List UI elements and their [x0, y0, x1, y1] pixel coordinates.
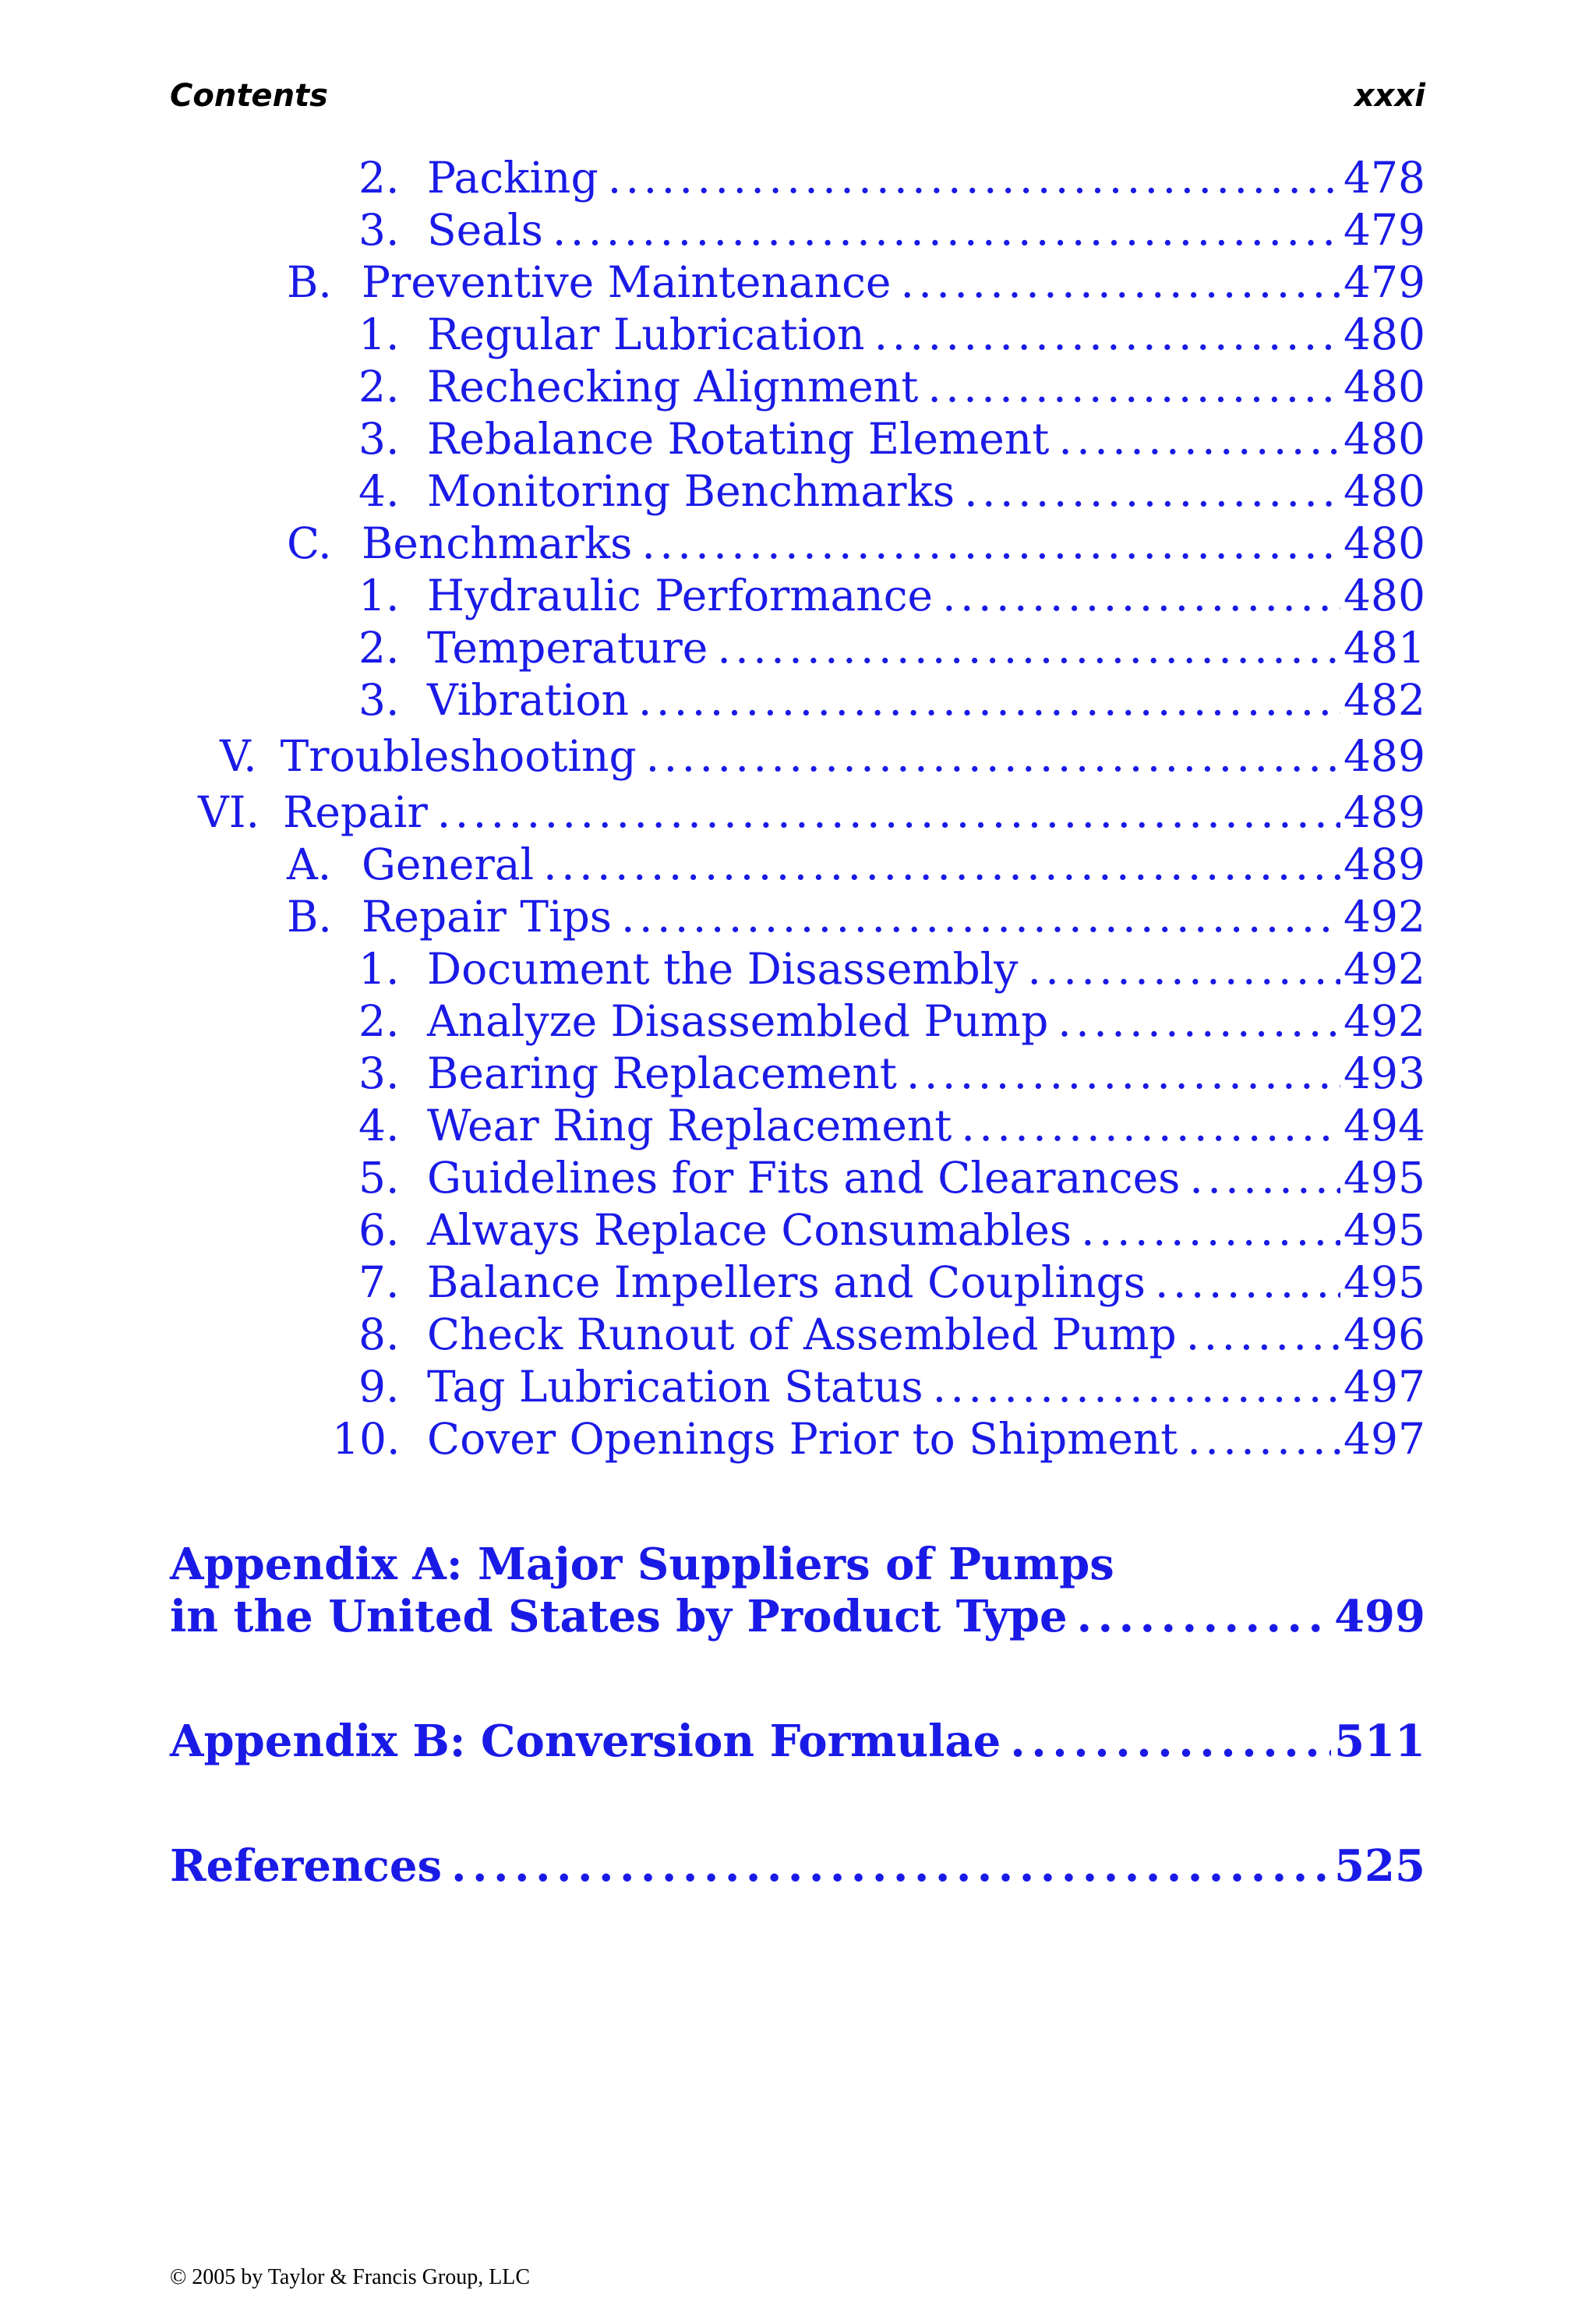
- toc-entry[interactable]: [358, 466, 1425, 518]
- toc-entry[interactable]: [358, 1101, 1425, 1152]
- toc-entry[interactable]: [358, 1309, 1425, 1361]
- toc-entry[interactable]: [220, 731, 1425, 783]
- toc-entry[interactable]: [358, 1153, 1425, 1204]
- toc-entry-title: Monitoring Benchmarks: [427, 466, 955, 516]
- toc-entry-number: 3.: [358, 1048, 400, 1098]
- toc-entry[interactable]: [358, 362, 1425, 413]
- toc-entry-page: 489: [1344, 731, 1425, 781]
- toc-entry-number: 1.: [358, 309, 400, 359]
- toc-entry-number: 1.: [358, 944, 400, 994]
- toc-entry-title: Cover Openings Prior to Shipment: [427, 1414, 1178, 1464]
- toc-entry-page: 482: [1344, 675, 1425, 725]
- toc-entry-page: 481: [1344, 623, 1425, 673]
- toc-entry-page: 480: [1344, 362, 1425, 412]
- toc-entry-title: Rebalance Rotating Element: [427, 414, 1050, 464]
- toc-entry-page: 480: [1344, 309, 1425, 359]
- toc-entry-title: Seals: [427, 205, 543, 255]
- toc-entry-title: Preventive Maintenance: [362, 257, 892, 307]
- toc-entry-page: 494: [1344, 1101, 1425, 1150]
- dot-leader: [1189, 1153, 1340, 1203]
- toc-entry-title: Analyze Disassembled Pump: [427, 996, 1049, 1046]
- toc-entry-page: 495: [1344, 1257, 1425, 1307]
- dot-leader: [1155, 1257, 1340, 1307]
- dot-leader: [1027, 944, 1340, 994]
- dot-leader: [437, 787, 1340, 837]
- toc-entry[interactable]: [287, 892, 1425, 943]
- appendix-a-entry[interactable]: [170, 1591, 1425, 1642]
- dot-leader: [1058, 996, 1340, 1046]
- toc-entry-page: 495: [1344, 1153, 1425, 1203]
- toc-entry-title: Rechecking Alignment: [427, 362, 919, 412]
- toc-entry-title: General: [362, 839, 535, 889]
- dot-leader: [1058, 414, 1340, 464]
- toc-entry-number: A.: [287, 839, 332, 889]
- dot-leader: [964, 466, 1340, 516]
- toc-entry-page: 479: [1344, 257, 1425, 307]
- dot-leader: [1077, 1591, 1331, 1642]
- toc-entry-number: B.: [287, 257, 332, 307]
- toc-entry-number: 8.: [358, 1309, 400, 1359]
- dot-leader: [543, 839, 1340, 889]
- dot-leader: [553, 205, 1340, 255]
- toc-entry-title: Document the Disassembly: [427, 944, 1019, 994]
- appendix-b-entry[interactable]: [170, 1716, 1425, 1767]
- toc-entry-number: 6.: [358, 1205, 400, 1255]
- toc-entry-number: B.: [287, 892, 332, 942]
- toc-entry[interactable]: [358, 571, 1425, 622]
- toc-entry-title: Benchmarks: [362, 518, 633, 568]
- dot-leader: [1186, 1309, 1340, 1359]
- appendix-b-title: Appendix B: Conversion Formulae: [170, 1716, 1001, 1767]
- header-section-title: Contents: [170, 78, 328, 114]
- toc-entry[interactable]: [358, 675, 1425, 726]
- dot-leader: [900, 257, 1340, 307]
- toc-entry-number: 7.: [358, 1257, 400, 1307]
- toc-entry[interactable]: [358, 1362, 1425, 1413]
- toc-entry-number: 4.: [358, 1101, 400, 1150]
- toc-entry-title: Troubleshooting: [280, 731, 637, 781]
- toc-entry-title: Bearing Replacement: [427, 1048, 897, 1098]
- toc-entry-number: 2.: [358, 153, 400, 203]
- appendix-b-page: 511: [1334, 1716, 1425, 1767]
- dot-leader: [1081, 1205, 1340, 1255]
- dot-leader: [638, 675, 1340, 725]
- toc-entry-title: Balance Impellers and Couplings: [427, 1257, 1146, 1307]
- toc-entry-page: 496: [1344, 1309, 1425, 1359]
- toc-entry[interactable]: [287, 257, 1425, 309]
- appendix-a-title-line1[interactable]: Appendix A: Major Suppliers of Pumps: [170, 1539, 1114, 1590]
- toc-entry-number: 9.: [358, 1362, 400, 1412]
- toc-entry[interactable]: [358, 1257, 1425, 1309]
- toc-entry-page: 497: [1344, 1414, 1425, 1464]
- appendix-a-title-line2: in the United States by Product Type: [170, 1591, 1068, 1642]
- toc-entry-title: Regular Lubrication: [427, 309, 865, 359]
- dot-leader: [646, 731, 1340, 781]
- toc-entry[interactable]: [358, 944, 1425, 995]
- toc-entry-title: Temperature: [427, 623, 708, 673]
- toc-entry-page: 492: [1344, 996, 1425, 1046]
- toc-entry-page: 479: [1344, 205, 1425, 255]
- toc-entry-number: 4.: [358, 466, 400, 516]
- toc-entry-page: 480: [1344, 466, 1425, 516]
- appendix-a-page: 499: [1334, 1591, 1425, 1642]
- toc-entry-number: VI.: [198, 787, 260, 837]
- toc-entry-page: 495: [1344, 1205, 1425, 1255]
- toc-entry-number: V.: [220, 731, 257, 781]
- toc-entry-page: 492: [1344, 944, 1425, 994]
- references-entry[interactable]: [170, 1840, 1425, 1892]
- toc-entry-page: 480: [1344, 518, 1425, 568]
- toc-entry-title: Check Runout of Assembled Pump: [427, 1309, 1177, 1359]
- toc-entry-title: Repair Tips: [362, 892, 613, 942]
- toc-entry-title: Wear Ring Replacement: [427, 1101, 952, 1150]
- toc-entry-page: 478: [1344, 153, 1425, 203]
- copyright-footer: © 2005 by Taylor & Francis Group, LLC: [170, 2265, 531, 2289]
- toc-entry-page: 489: [1344, 787, 1425, 837]
- toc-entry-number: 10.: [332, 1414, 401, 1464]
- dot-leader: [621, 892, 1340, 942]
- toc-entry-number: 2.: [358, 623, 400, 673]
- toc-entry-title: Tag Lubrication Status: [427, 1362, 923, 1412]
- dot-leader: [608, 153, 1340, 203]
- toc-entry-page: 480: [1344, 414, 1425, 464]
- toc-entry-number: 3.: [358, 675, 400, 725]
- toc-entry-title: Packing: [427, 153, 598, 203]
- toc-entry-page: 489: [1344, 839, 1425, 889]
- toc-entry-page: 492: [1344, 892, 1425, 942]
- toc-entry-number: 2.: [358, 362, 400, 412]
- dot-leader: [641, 518, 1340, 568]
- header-page-number: xxxi: [1354, 78, 1425, 114]
- toc-entry[interactable]: [287, 839, 1425, 891]
- toc-entry-page: 497: [1344, 1362, 1425, 1412]
- dot-leader: [1187, 1414, 1340, 1464]
- toc-entry[interactable]: [358, 1205, 1425, 1256]
- toc-entry-page: 480: [1344, 571, 1425, 620]
- dot-leader: [717, 623, 1340, 673]
- dot-leader: [1010, 1716, 1331, 1767]
- toc-entry-number: 3.: [358, 205, 400, 255]
- toc-entry-title: Always Replace Consumables: [427, 1205, 1072, 1255]
- toc-entry[interactable]: [358, 996, 1425, 1048]
- toc-entry-page: 493: [1344, 1048, 1425, 1098]
- toc-entry[interactable]: [198, 787, 1425, 839]
- dot-leader: [961, 1101, 1340, 1150]
- toc-entry-title: Hydraulic Performance: [427, 571, 934, 620]
- toc-entry-title: Repair: [282, 787, 428, 837]
- toc-entry[interactable]: [358, 623, 1425, 674]
- toc-entry[interactable]: [358, 309, 1425, 361]
- toc-entry[interactable]: [358, 205, 1425, 256]
- toc-entry[interactable]: [358, 1048, 1425, 1100]
- dot-leader: [451, 1840, 1331, 1892]
- toc-entry[interactable]: [358, 153, 1425, 204]
- toc-entry-title: Vibration: [427, 675, 629, 725]
- dot-leader: [927, 362, 1340, 412]
- dot-leader: [942, 571, 1340, 620]
- references-page: 525: [1334, 1840, 1425, 1892]
- toc-entry[interactable]: [332, 1414, 1425, 1465]
- references-title: References: [170, 1840, 442, 1892]
- dot-leader: [906, 1048, 1340, 1098]
- toc-entry-number: 3.: [358, 414, 400, 464]
- toc-entry-number: 2.: [358, 996, 400, 1046]
- toc-entry-number: 5.: [358, 1153, 400, 1203]
- dot-leader: [933, 1362, 1340, 1412]
- toc-entry-title: Guidelines for Fits and Clearances: [427, 1153, 1181, 1203]
- dot-leader: [874, 309, 1340, 359]
- toc-entry[interactable]: [287, 518, 1425, 570]
- toc-entry[interactable]: [358, 414, 1425, 465]
- toc-entry-number: C.: [287, 518, 332, 568]
- toc-entry-number: 1.: [358, 571, 400, 620]
